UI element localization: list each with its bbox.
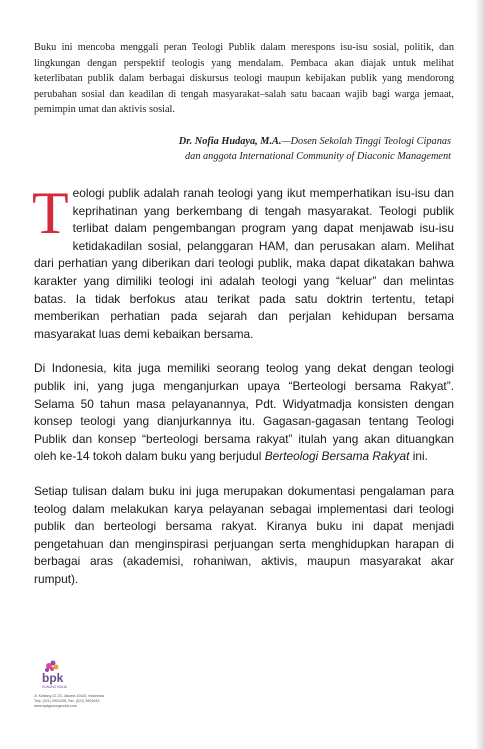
body-paragraph-3: Setiap tulisan dalam buku ini juga merupakan dokumentasi pengalaman para teolog dalam melakukan karya pelayanan sebagai implementasi dari teologi publik dan berteologi bersama rakyat. Kiranya buku ini dapat menjadi pengetahuan dan menginspirasi perjuangan serta menghidupkan harapan di berbagai aras (akademisi, rohaniwan, aktivis, maupun masyarakat akar rumput).: [34, 483, 454, 586]
logo-subtext: GUNUNG MULIA: [42, 685, 67, 689]
body-paragraph-2: [34, 360, 454, 466]
address-line-2: Telp. (021) 3901208, Fax. (021) 3901633: [34, 699, 100, 703]
endorsement-text: Buku ini mencoba menggali peran Teologi Publik dalam merespons isu-isu sosial, politik, dan lingkungan dengan perspektif teologis yang mendalam. Pembaca akan diajak untuk melihat keterlibatan publik dalam berbagai diskursus teologi maupun kebijakan publik yang mendorong perubahan sosial dan keadilan di tengah masyarakat–salah satu bacaan wajib bagi warga jemaat, pemimpin umat dan aktivis sosial.: [34, 42, 454, 116]
publisher-logo: [40, 660, 90, 694]
body-paragraph-1: [32, 180, 454, 343]
endorser-credit: [31, 134, 451, 165]
endorser-name: Dr. Nofia Hudaya, M.A.: [178, 136, 282, 147]
body-paragraph-1-text: eologi publik adalah ranah teologi yang ikut memperhatikan isu-isu dan keprihatinan yang berkembang di tengah masyarakat. Teologi publik terlibat dalam pengembangan program yang dapat menjawab isu-isu ketidakadilan sosial, pelanggaran HAM, dan perusakan alam. Melihat dari perhatian yang diberikan dari teologi publik, maka dapat dikatakan bahwa karakter yang dimiliki teologi ini adalah teologi yang “keluar” dan melintas batas. Ia tidak berfokus atau terikat pada satu doktrin tertentu, tetapi memberikan perhatian pada sejarah dan perjalan kehidupan bersama masyarakat luas demi kebaikan bersama.: [34, 186, 454, 341]
body-paragraph-2-text-b: ini.: [409, 449, 428, 464]
main-body: [32, 180, 454, 605]
book-title: Berteologi Bersama Rakyat: [264, 449, 410, 464]
page-edge-shadow: [475, 0, 485, 749]
flower-icon: [40, 660, 90, 694]
endorser-role-line1: —Dosen Sekolah Tinggi Teologi Cipanas: [281, 136, 451, 147]
address-line-3: www.bpkgunungmulia.com: [34, 704, 77, 708]
drop-cap: T: [32, 180, 69, 246]
body-paragraph-2-text-a: Di Indonesia, kita juga memiliki seorang teolog yang dekat dengan teologi publik ini, yang juga menganjurkan upaya “Berteologi bersama Rakyat”. Selama 50 tahun masa pelayanannya, Pdt. Widyatmadja konsisten dengan konsep teologi yang dianjurkannya itu. Gagasan-gagasan tentang Teologi Publik dan konsep “berteologi bersama rakyat” itulah yang akan dituangkan oleh ke-14 tokoh dalam buku yang berjudul: [34, 361, 454, 464]
endorsement-quote: [34, 40, 454, 118]
publisher-address: [34, 694, 154, 709]
logo-text: bpk: [42, 671, 64, 685]
address-line-1: Jl. Kwitang 22-23, Jakarta 10420, Indonesia: [34, 694, 104, 698]
endorser-role-line2: dan anggota International Community of Diaconic Management: [185, 151, 451, 163]
